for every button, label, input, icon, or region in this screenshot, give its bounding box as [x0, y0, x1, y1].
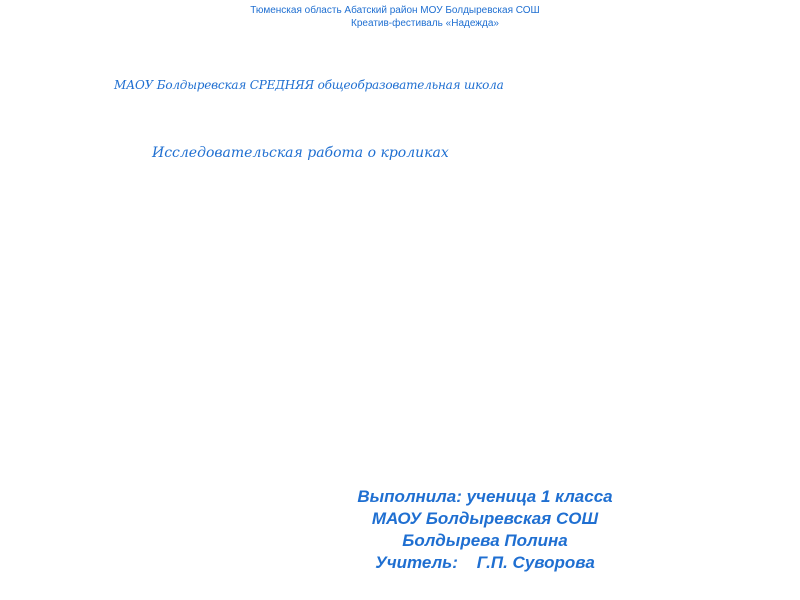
- header-festival-line: Креатив-фестиваль «Надежда»: [351, 18, 499, 29]
- slide-header: [200, 4, 660, 30]
- teacher-name: Учитель: Г.П. Суворова: [375, 553, 595, 572]
- author-role: Выполнила: ученица 1 класса: [357, 487, 613, 506]
- work-title: Исследовательская работа о кроликах: [152, 145, 449, 161]
- author-school: МАОУ Болдыревская СОШ: [371, 509, 599, 528]
- credits-block: [300, 486, 670, 574]
- author-name: Болдырева Полина: [402, 531, 568, 550]
- school-name: МАОУ Болдыревская СРЕДНЯЯ общеобразовательная школа: [114, 78, 504, 92]
- header-region-line: Тюменская область Абатский район МОУ Болдыревская СОШ: [250, 5, 540, 16]
